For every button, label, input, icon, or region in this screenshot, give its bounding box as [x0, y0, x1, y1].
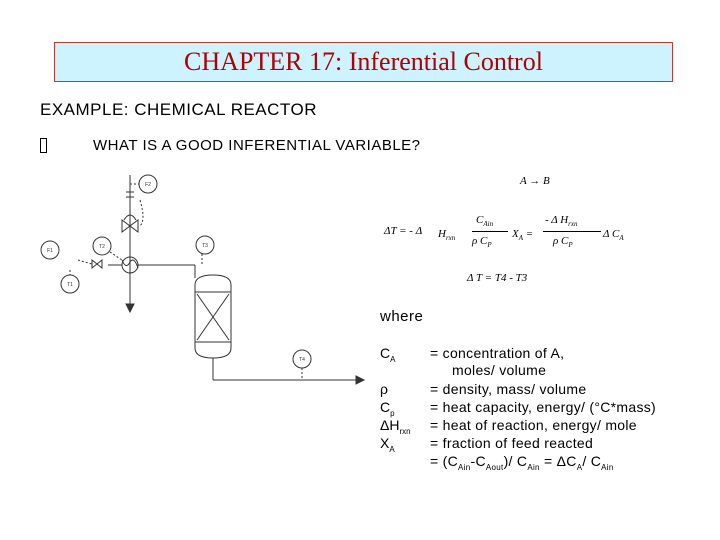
dt-denominator: ρ $C_P$: [472, 235, 492, 250]
xa-fraction-bar: [543, 231, 601, 232]
sym-dhrxn: $\Delta H_{rxn}$: [380, 417, 411, 436]
dt-h: $H_{rxn}$: [438, 228, 456, 243]
xa-numerator: - Δ $H_{rxn}$: [545, 214, 578, 229]
tag-t2-label: T2: [99, 244, 105, 250]
question-text: WHAT IS A GOOD INFERENTIAL VARIABLE?: [93, 137, 421, 154]
delta-t-equation: Δ T = T4 - T3: [467, 272, 528, 284]
title-box: [54, 42, 673, 82]
bullet-icon: [40, 138, 47, 153]
tag-f1-label: F1: [47, 248, 53, 254]
sym-cp: $C_p$: [380, 399, 395, 418]
tag-t1-label: T1: [67, 282, 73, 288]
sym-xa: $X_A$: [380, 435, 395, 454]
def-xa-formula: = $(C_{Ain}-C_{Aout})/$ $C_{Ain} = \Delta C_A/$ $C_{Ain}$: [430, 453, 614, 472]
dt-fraction-bar: [472, 231, 508, 232]
example-heading: EXAMPLE: CHEMICAL REACTOR: [40, 100, 318, 119]
def-ca-units: moles/ volume: [452, 362, 547, 378]
def-dhrxn: = heat of reaction, energy/ mole: [430, 417, 637, 433]
def-xa: = fraction of feed reacted: [430, 435, 594, 451]
xa-denominator: ρ $C_P$: [553, 235, 573, 250]
xa-lhs: $X_A$ =: [512, 228, 534, 243]
page-title: CHAPTER 17: Inferential Control: [184, 47, 543, 76]
reaction-equation: A → B: [520, 175, 550, 187]
tag-f2-label: F2: [145, 182, 151, 188]
def-cp: = heat capacity, energy/ (°C*mass): [430, 399, 657, 415]
tag-t4-label: T4: [299, 357, 305, 363]
dt-lhs: ΔT = - Δ: [384, 225, 423, 237]
reactor-diagram: [30, 170, 370, 450]
xa-rhs: Δ $C_A$: [603, 228, 624, 243]
sym-ca: $C_A$: [380, 345, 396, 364]
sym-rho: ρ: [380, 381, 388, 397]
tag-t3-label: T3: [202, 243, 208, 249]
def-ca: = concentration of A,: [430, 345, 565, 361]
def-rho: = density, mass/ volume: [430, 381, 587, 397]
where-label: where: [380, 308, 424, 325]
dt-numerator: $C_{Ain}$: [476, 214, 494, 229]
